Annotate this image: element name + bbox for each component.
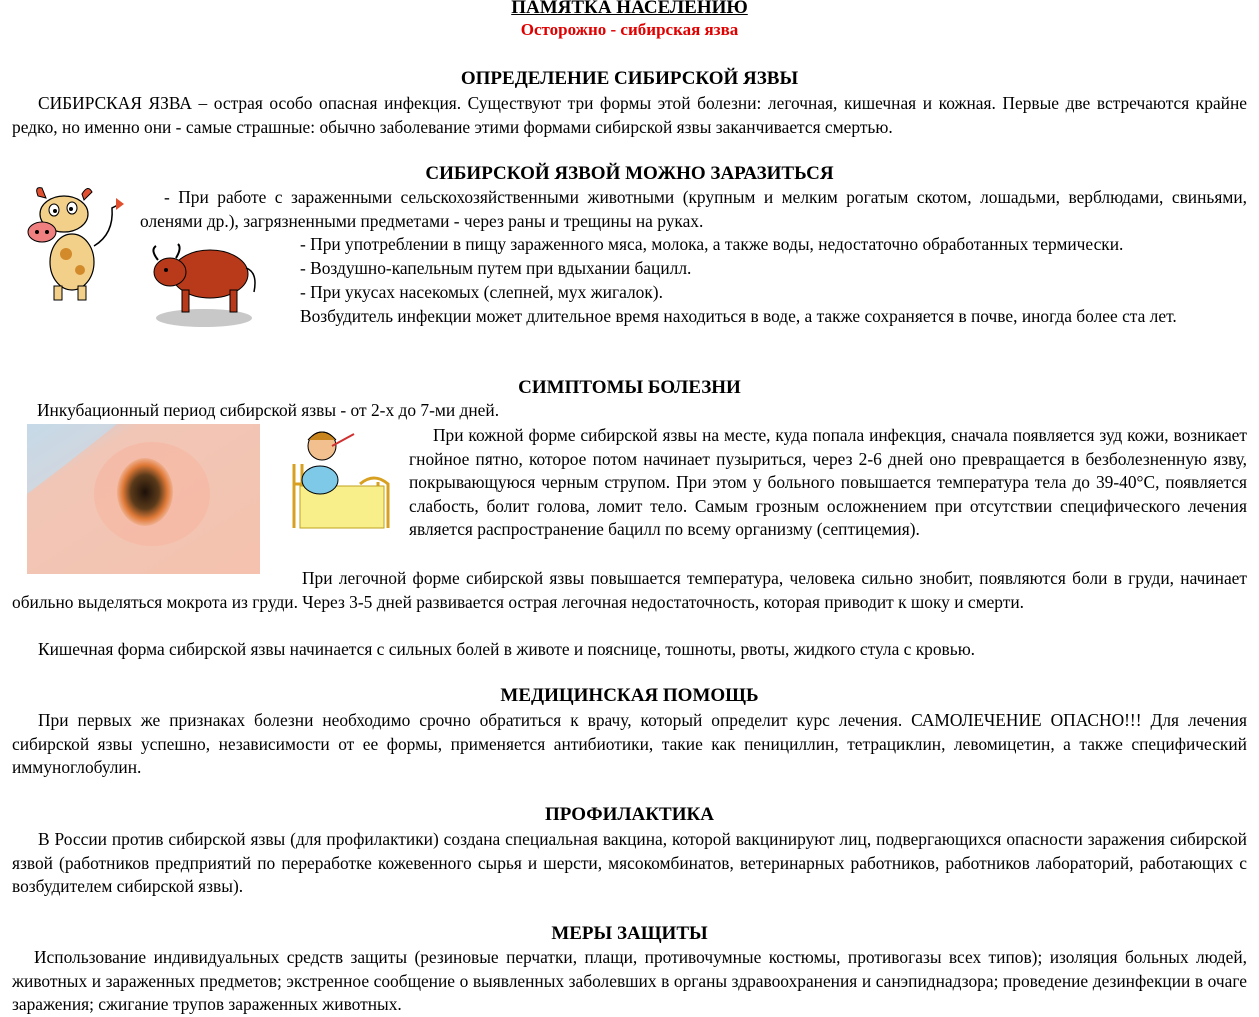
skin-ulcer-photo <box>27 424 260 574</box>
page-subtitle: Осторожно - сибирская язва <box>520 20 739 39</box>
infection-heading: СИБИРСКОЙ ЯЗВОЙ МОЖНО ЗАРАЗИТЬСЯ <box>425 163 834 184</box>
page-title: ПАМЯТКА НАСЕЛЕНИЮ <box>511 0 748 18</box>
prevention-heading: ПРОФИЛАКТИКА <box>545 804 714 825</box>
medical-heading: МЕДИЦИНСКАЯ ПОМОЩЬ <box>500 685 759 706</box>
protection-heading: МЕРЫ ЗАЩИТЫ <box>551 923 708 944</box>
infection-item-1: - При работе с зараженными сельскохозяйственными животными (крупным и мелким рогатым скотом, лошадьми, верблюдами, свиньями, оленями др.), загрязненными предметами - через раны и трещины на руках. <box>140 187 1247 231</box>
sick-person-in-bed-icon <box>290 424 390 534</box>
definition-text: СИБИРСКАЯ ЯЗВА – острая особо опасная инфекция. Существуют три формы этой болезни: легочная, кишечная и кожная. Первые две встречаются крайне редко, но именно они - самые страшные: обычно заболевание этими формами сибирской язвы заканчивается смертью. <box>12 93 1247 137</box>
cartoon-cow-icon <box>24 184 124 304</box>
symptoms-heading: СИМПТОМЫ БОЛЕЗНИ <box>518 377 741 398</box>
incubation-text: Инкубационный период сибирской язвы - от 2-х до 7-ми дней. <box>37 400 500 420</box>
definition-heading: ОПРЕДЕЛЕНИЕ СИБИРСКОЙ ЯЗВЫ <box>460 68 799 89</box>
prevention-text: В России против сибирской язвы (для профилактики) создана специальная вакцина, которой вакцинируют лиц, подвергающихся опасности заражения сибирской язвой (работников предприятий по переработке кожевенного сырья и шерсти, мясокомбинатов, ветеринарных работников, работников лабораторий, работающих с возбудителем сибирской язвы). <box>12 829 1247 896</box>
infection-item-3: - Воздушно-капельным путем при вдыхании бацилл. <box>300 258 692 278</box>
bull-icon <box>148 232 260 332</box>
intestinal-form-text: Кишечная форма сибирской язвы начинается с сильных болей в животе и пояснице, тошноты, рвоты, жидкого стула с кровью. <box>38 639 976 659</box>
infection-item-4: - При укусах насекомых (слепней, мух жигалок). <box>300 282 663 302</box>
infection-item-2: - При употреблении в пищу зараженного мяса, молока, а также воды, недостаточно обработанных термически. <box>300 234 1124 254</box>
skin-form-content: При кожной форме сибирской язвы на месте, куда попала инфекция, сначала появляется зуд кожи, возникает гнойное пятно, которое потом начинает пузыриться, через 2-6 дней оно превращается в безболезненную язву, покрывающуюся черным струпом. При этом у больного повышается температура тела до 39-40°С, появляется слабость, болит голова, ломит тело. Самым грозным осложнением при отсутствии специфического лечения является распространение бацилл по всему организму (септицемия). <box>409 425 1247 539</box>
medical-text: При первых же признаках болезни необходимо срочно обратиться к врачу, который определит курс лечения. САМОЛЕЧЕНИЕ ОПАСНО!!! Для лечения сибирской язвы успешно, независимости от ее формы, применяется антибиотики, такие как пенициллин, тетрациклин, левомицетин, а также специфический иммуноглобулин. <box>12 710 1247 777</box>
skin-form-text <box>409 424 1247 542</box>
infection-item-animals <box>140 186 1247 233</box>
lung-form-text: При легочной форме сибирской язвы повышается температура, человека сильно знобит, появляются боли в груди, начинает обильно выделяться мокрота из груди. Через 3-5 дней развивается острая легочная недостаточность, которая приводит к шоку и смерти. <box>12 568 1247 612</box>
protection-text: Использование индивидуальных средств защиты (резиновые перчатки, плащи, противочумные костюмы, противогазы всех типов); изоляция больных людей, животных и зараженных предметов; экстренное сообщение о выявленных заболевших в органы здравоохранения и санэпиднадзора; проведение дезинфекции в очаге заражения; сжигание трупов зараженных животных. <box>12 947 1247 1014</box>
infection-note: Возбудитель инфекции может длительное время находиться в воде, а также сохраняется в почве, иногда более ста лет. <box>300 306 1177 326</box>
